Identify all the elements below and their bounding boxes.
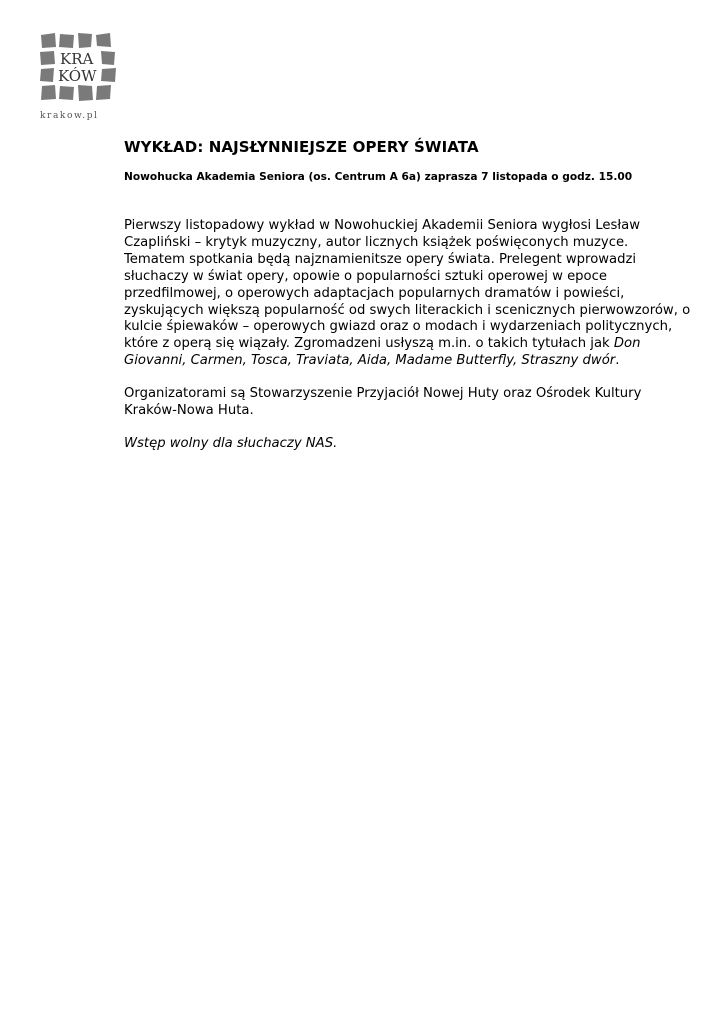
text-line: Tematem spotkania będą najznamienitsze opery świata. Prelegent wprowadzi (124, 251, 637, 267)
logo-caption: krakow.pl (40, 111, 99, 121)
page-title: WYKŁAD: NAJSŁYNNIEJSZE OPERY ŚWIATA (124, 138, 479, 156)
paragraph-admission: Wstęp wolny dla słuchaczy NAS. (124, 435, 338, 451)
krakow-logo (38, 30, 122, 122)
text-line: Pierwszy listopadowy wykład w Nowohuckiej Akademii Seniora wygłosi Lesław (124, 218, 641, 233)
text-line: Kraków-Nowa Huta. (124, 403, 254, 419)
text-line: kulcie śpiewaków – operowych gwiazd oraz o modach i wydarzeniach politycznych, (124, 319, 673, 335)
text-segment: które z operą się wiązały. Zgromadzeni usłyszą m.in. o takich tytułach jak (124, 336, 614, 352)
text-segment: . (615, 353, 620, 369)
paragraph-organizers (124, 386, 716, 420)
text-line: słuchaczy w świat opery, opowie o popularności sztuki operowej w epoce (124, 268, 607, 284)
text-line (124, 336, 716, 353)
logo-text-line-1: KRA (60, 50, 94, 68)
text-line: przedfilmowej, o operowych adaptacjach popularnych dramatów i powieści, (124, 285, 625, 301)
text-line (124, 353, 716, 370)
article-body (124, 218, 716, 453)
text-line: Czapliński – krytyk muzyczny, autor licznych książek poświęconych muzyce. (124, 234, 629, 250)
logo-text-line-2: KÓW (58, 67, 97, 85)
paragraph-description (124, 218, 716, 370)
opera-title-text: Don (613, 336, 641, 352)
text-line: Organizatorami są Stowarzyszenie Przyjaciół Nowej Huty oraz Ośrodek Kultury (124, 386, 642, 402)
opera-titles-text: Giovanni, Carmen, Tosca, Traviata, Aida, Madame Butterfly, Straszny dwór (124, 353, 616, 369)
text-line: zyskujących większą popularność od swych literackich i scenicznych pierwowzorów, o (124, 302, 691, 318)
page-subtitle: Nowohucka Akademia Seniora (os. Centrum A 6a) zaprasza 7 listopada o godz. 15.00 (124, 171, 633, 183)
krakow-logo-mark (38, 30, 122, 110)
